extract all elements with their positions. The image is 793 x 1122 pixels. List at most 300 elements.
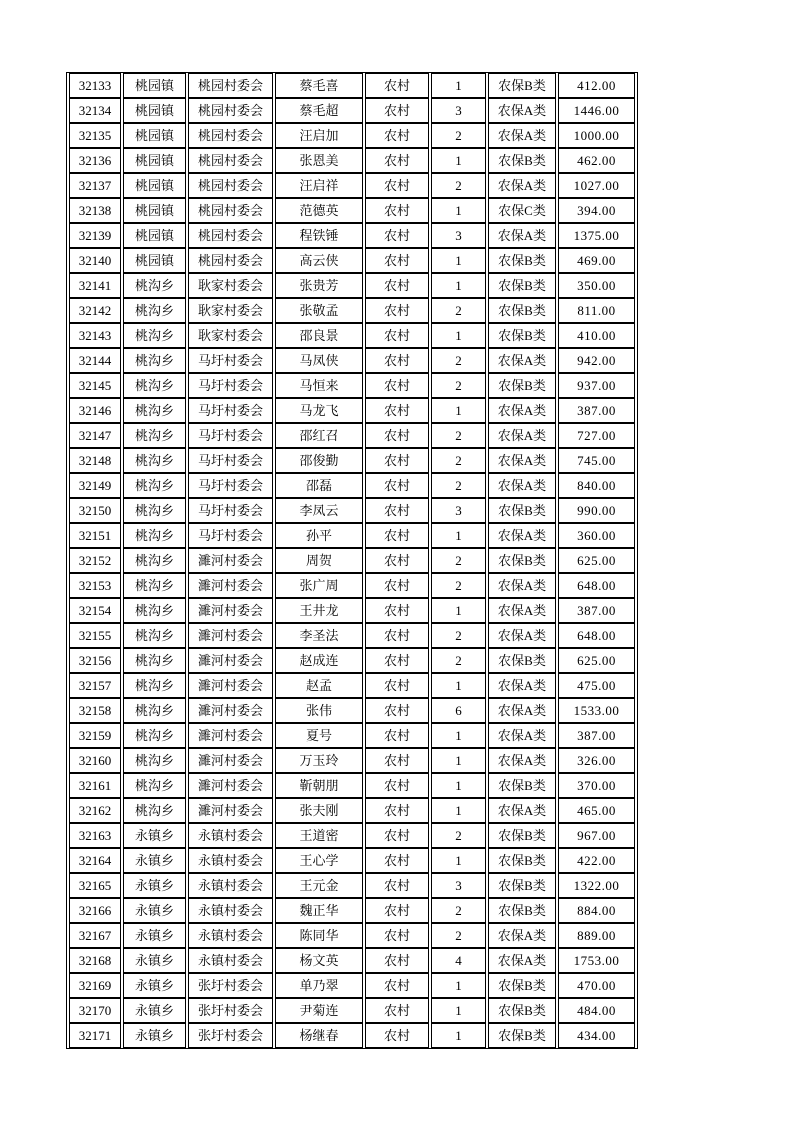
cell-town: 桃园镇: [123, 223, 186, 248]
table-row: [69, 448, 635, 473]
cell-town: 永镇乡: [123, 823, 186, 848]
cell-household-type: 农村: [365, 448, 429, 473]
cell-person-count: 4: [431, 948, 486, 973]
cell-village-committee: 马圩村委会: [188, 523, 273, 548]
cell-record-id: 32133: [69, 73, 121, 98]
table-row: [69, 148, 635, 173]
table-row: [69, 73, 635, 98]
cell-household-type: 农村: [365, 573, 429, 598]
cell-person-count: 2: [431, 823, 486, 848]
cell-person-count: 1: [431, 798, 486, 823]
cell-record-id: 32164: [69, 848, 121, 873]
cell-household-type: 农村: [365, 198, 429, 223]
cell-insurance-class: 农保B类: [488, 248, 556, 273]
table-row: [69, 773, 635, 798]
cell-person-count: 1: [431, 148, 486, 173]
table-body: [69, 73, 635, 1048]
cell-household-type: 农村: [365, 123, 429, 148]
cell-village-committee: 马圩村委会: [188, 398, 273, 423]
cell-record-id: 32160: [69, 748, 121, 773]
cell-person-count: 1: [431, 598, 486, 623]
cell-amount: 387.00: [558, 598, 635, 623]
cell-record-id: 32157: [69, 673, 121, 698]
cell-amount: 942.00: [558, 348, 635, 373]
cell-record-id: 32143: [69, 323, 121, 348]
cell-person-count: 3: [431, 873, 486, 898]
cell-record-id: 32170: [69, 998, 121, 1023]
cell-person-name: 张敬孟: [275, 298, 363, 323]
table-row: [69, 98, 635, 123]
table-row: [69, 173, 635, 198]
cell-amount: 889.00: [558, 923, 635, 948]
cell-person-name: 张恩美: [275, 148, 363, 173]
table-row: [69, 698, 635, 723]
cell-town: 桃园镇: [123, 123, 186, 148]
cell-insurance-class: 农保B类: [488, 998, 556, 1023]
cell-town: 桃沟乡: [123, 573, 186, 598]
cell-person-name: 马凤侠: [275, 348, 363, 373]
table-row: [69, 373, 635, 398]
cell-person-name: 蔡毛超: [275, 98, 363, 123]
cell-household-type: 农村: [365, 848, 429, 873]
cell-village-committee: 耿家村委会: [188, 323, 273, 348]
cell-village-committee: 濉河村委会: [188, 773, 273, 798]
cell-amount: 884.00: [558, 898, 635, 923]
cell-person-count: 2: [431, 423, 486, 448]
cell-insurance-class: 农保B类: [488, 973, 556, 998]
cell-person-count: 1: [431, 748, 486, 773]
cell-household-type: 农村: [365, 673, 429, 698]
table-row: [69, 673, 635, 698]
table-row: [69, 423, 635, 448]
cell-town: 桃沟乡: [123, 698, 186, 723]
cell-person-name: 汪启加: [275, 123, 363, 148]
cell-town: 桃园镇: [123, 198, 186, 223]
cell-person-count: 1: [431, 998, 486, 1023]
cell-person-count: 1: [431, 1023, 486, 1048]
cell-insurance-class: 农保B类: [488, 298, 556, 323]
cell-insurance-class: 农保A类: [488, 723, 556, 748]
cell-record-id: 32166: [69, 898, 121, 923]
cell-insurance-class: 农保B类: [488, 873, 556, 898]
cell-amount: 387.00: [558, 723, 635, 748]
cell-village-committee: 桃园村委会: [188, 198, 273, 223]
cell-person-count: 1: [431, 973, 486, 998]
cell-village-committee: 桃园村委会: [188, 98, 273, 123]
cell-town: 桃沟乡: [123, 798, 186, 823]
cell-person-name: 单乃翠: [275, 973, 363, 998]
cell-record-id: 32154: [69, 598, 121, 623]
table-row: [69, 648, 635, 673]
cell-insurance-class: 农保B类: [488, 498, 556, 523]
table-row: [69, 548, 635, 573]
cell-person-name: 马龙飞: [275, 398, 363, 423]
cell-insurance-class: 农保A类: [488, 173, 556, 198]
cell-household-type: 农村: [365, 223, 429, 248]
cell-town: 桃沟乡: [123, 673, 186, 698]
cell-amount: 648.00: [558, 623, 635, 648]
cell-record-id: 32161: [69, 773, 121, 798]
cell-record-id: 32163: [69, 823, 121, 848]
table-row: [69, 848, 635, 873]
cell-insurance-class: 农保B类: [488, 773, 556, 798]
cell-insurance-class: 农保A类: [488, 98, 556, 123]
cell-town: 桃沟乡: [123, 348, 186, 373]
cell-insurance-class: 农保A类: [488, 523, 556, 548]
cell-town: 桃沟乡: [123, 473, 186, 498]
cell-town: 永镇乡: [123, 923, 186, 948]
cell-person-count: 1: [431, 273, 486, 298]
cell-village-committee: 濉河村委会: [188, 748, 273, 773]
cell-person-count: 1: [431, 398, 486, 423]
cell-person-count: 1: [431, 673, 486, 698]
cell-amount: 648.00: [558, 573, 635, 598]
cell-insurance-class: 农保A类: [488, 223, 556, 248]
cell-insurance-class: 农保A类: [488, 748, 556, 773]
cell-person-name: 王井龙: [275, 598, 363, 623]
cell-household-type: 农村: [365, 923, 429, 948]
cell-household-type: 农村: [365, 648, 429, 673]
cell-household-type: 农村: [365, 273, 429, 298]
table-row: [69, 298, 635, 323]
cell-record-id: 32137: [69, 173, 121, 198]
cell-town: 桃园镇: [123, 248, 186, 273]
cell-insurance-class: 农保B类: [488, 1023, 556, 1048]
cell-record-id: 32149: [69, 473, 121, 498]
cell-town: 永镇乡: [123, 898, 186, 923]
table-row: [69, 273, 635, 298]
cell-village-committee: 张圩村委会: [188, 1023, 273, 1048]
cell-person-name: 李凤云: [275, 498, 363, 523]
cell-record-id: 32155: [69, 623, 121, 648]
cell-village-committee: 永镇村委会: [188, 923, 273, 948]
table-row: [69, 1023, 635, 1048]
cell-amount: 625.00: [558, 548, 635, 573]
cell-record-id: 32151: [69, 523, 121, 548]
cell-insurance-class: 农保A类: [488, 673, 556, 698]
cell-person-name: 夏号: [275, 723, 363, 748]
cell-household-type: 农村: [365, 948, 429, 973]
cell-household-type: 农村: [365, 1023, 429, 1048]
cell-village-committee: 桃园村委会: [188, 123, 273, 148]
cell-record-id: 32171: [69, 1023, 121, 1048]
cell-insurance-class: 农保A类: [488, 423, 556, 448]
cell-household-type: 农村: [365, 723, 429, 748]
cell-record-id: 32141: [69, 273, 121, 298]
cell-amount: 937.00: [558, 373, 635, 398]
cell-village-committee: 濉河村委会: [188, 673, 273, 698]
cell-person-count: 2: [431, 623, 486, 648]
cell-household-type: 农村: [365, 373, 429, 398]
cell-insurance-class: 农保A类: [488, 948, 556, 973]
cell-insurance-class: 农保A类: [488, 573, 556, 598]
cell-insurance-class: 农保B类: [488, 898, 556, 923]
table-row: [69, 873, 635, 898]
cell-household-type: 农村: [365, 773, 429, 798]
cell-town: 永镇乡: [123, 873, 186, 898]
cell-village-committee: 张圩村委会: [188, 998, 273, 1023]
cell-insurance-class: 农保A类: [488, 448, 556, 473]
cell-household-type: 农村: [365, 473, 429, 498]
cell-insurance-class: 农保B类: [488, 548, 556, 573]
cell-record-id: 32140: [69, 248, 121, 273]
cell-record-id: 32158: [69, 698, 121, 723]
cell-village-committee: 马圩村委会: [188, 498, 273, 523]
table-row: [69, 923, 635, 948]
cell-person-name: 张伟: [275, 698, 363, 723]
cell-household-type: 农村: [365, 398, 429, 423]
table-row: [69, 623, 635, 648]
cell-household-type: 农村: [365, 873, 429, 898]
cell-person-count: 2: [431, 573, 486, 598]
cell-town: 桃园镇: [123, 173, 186, 198]
cell-household-type: 农村: [365, 823, 429, 848]
cell-person-count: 2: [431, 923, 486, 948]
cell-amount: 434.00: [558, 1023, 635, 1048]
cell-record-id: 32144: [69, 348, 121, 373]
cell-person-name: 汪启祥: [275, 173, 363, 198]
table-row: [69, 723, 635, 748]
cell-village-committee: 濉河村委会: [188, 698, 273, 723]
cell-town: 永镇乡: [123, 848, 186, 873]
cell-village-committee: 耿家村委会: [188, 273, 273, 298]
cell-village-committee: 永镇村委会: [188, 873, 273, 898]
cell-person-count: 1: [431, 323, 486, 348]
table-row: [69, 223, 635, 248]
cell-insurance-class: 农保A类: [488, 798, 556, 823]
cell-amount: 422.00: [558, 848, 635, 873]
cell-household-type: 农村: [365, 423, 429, 448]
table-row: [69, 348, 635, 373]
table-row: [69, 998, 635, 1023]
cell-person-name: 周贺: [275, 548, 363, 573]
cell-person-name: 邵良景: [275, 323, 363, 348]
cell-town: 桃沟乡: [123, 598, 186, 623]
cell-record-id: 32156: [69, 648, 121, 673]
cell-record-id: 32147: [69, 423, 121, 448]
cell-amount: 745.00: [558, 448, 635, 473]
cell-person-count: 6: [431, 698, 486, 723]
cell-village-committee: 马圩村委会: [188, 423, 273, 448]
cell-person-name: 赵成连: [275, 648, 363, 673]
cell-village-committee: 桃园村委会: [188, 173, 273, 198]
table-row: [69, 323, 635, 348]
cell-village-committee: 濉河村委会: [188, 573, 273, 598]
cell-household-type: 农村: [365, 73, 429, 98]
cell-person-name: 范德英: [275, 198, 363, 223]
cell-record-id: 32150: [69, 498, 121, 523]
table-row: [69, 123, 635, 148]
cell-insurance-class: 农保A类: [488, 698, 556, 723]
cell-record-id: 32142: [69, 298, 121, 323]
cell-person-count: 2: [431, 348, 486, 373]
cell-town: 桃沟乡: [123, 548, 186, 573]
cell-record-id: 32148: [69, 448, 121, 473]
cell-village-committee: 桃园村委会: [188, 73, 273, 98]
table-row: [69, 598, 635, 623]
cell-person-name: 靳朝朋: [275, 773, 363, 798]
cell-amount: 727.00: [558, 423, 635, 448]
cell-amount: 469.00: [558, 248, 635, 273]
cell-record-id: 32168: [69, 948, 121, 973]
cell-person-name: 李圣法: [275, 623, 363, 648]
table-row: [69, 573, 635, 598]
cell-household-type: 农村: [365, 173, 429, 198]
cell-town: 永镇乡: [123, 973, 186, 998]
cell-person-name: 蔡毛喜: [275, 73, 363, 98]
cell-amount: 1446.00: [558, 98, 635, 123]
cell-village-committee: 马圩村委会: [188, 448, 273, 473]
cell-amount: 625.00: [558, 648, 635, 673]
cell-person-count: 3: [431, 98, 486, 123]
table-row: [69, 748, 635, 773]
cell-town: 永镇乡: [123, 948, 186, 973]
cell-town: 桃沟乡: [123, 423, 186, 448]
table-row: [69, 973, 635, 998]
cell-insurance-class: 农保A类: [488, 123, 556, 148]
table-row: [69, 823, 635, 848]
cell-person-count: 2: [431, 173, 486, 198]
table-row: [69, 523, 635, 548]
cell-person-count: 1: [431, 848, 486, 873]
cell-person-name: 张夫刚: [275, 798, 363, 823]
cell-town: 桃沟乡: [123, 748, 186, 773]
cell-record-id: 32167: [69, 923, 121, 948]
insurance-roster-table: [66, 72, 638, 1049]
cell-town: 桃沟乡: [123, 623, 186, 648]
cell-person-name: 杨文英: [275, 948, 363, 973]
cell-town: 桃沟乡: [123, 723, 186, 748]
cell-village-committee: 马圩村委会: [188, 348, 273, 373]
cell-person-count: 1: [431, 523, 486, 548]
cell-amount: 811.00: [558, 298, 635, 323]
cell-insurance-class: 农保B类: [488, 848, 556, 873]
cell-village-committee: 耿家村委会: [188, 298, 273, 323]
cell-insurance-class: 农保A类: [488, 348, 556, 373]
cell-person-count: 2: [431, 123, 486, 148]
cell-amount: 484.00: [558, 998, 635, 1023]
cell-record-id: 32153: [69, 573, 121, 598]
cell-person-name: 王道密: [275, 823, 363, 848]
cell-insurance-class: 农保A类: [488, 923, 556, 948]
cell-household-type: 农村: [365, 623, 429, 648]
cell-household-type: 农村: [365, 148, 429, 173]
cell-household-type: 农村: [365, 348, 429, 373]
cell-amount: 1375.00: [558, 223, 635, 248]
cell-household-type: 农村: [365, 498, 429, 523]
cell-person-count: 2: [431, 448, 486, 473]
cell-record-id: 32145: [69, 373, 121, 398]
cell-amount: 967.00: [558, 823, 635, 848]
cell-insurance-class: 农保B类: [488, 648, 556, 673]
cell-town: 桃沟乡: [123, 448, 186, 473]
cell-record-id: 32139: [69, 223, 121, 248]
cell-town: 桃沟乡: [123, 398, 186, 423]
cell-town: 永镇乡: [123, 1023, 186, 1048]
cell-insurance-class: 农保A类: [488, 398, 556, 423]
cell-person-name: 邵磊: [275, 473, 363, 498]
cell-town: 桃沟乡: [123, 648, 186, 673]
cell-town: 桃园镇: [123, 73, 186, 98]
cell-person-name: 邵红召: [275, 423, 363, 448]
cell-household-type: 农村: [365, 298, 429, 323]
cell-household-type: 农村: [365, 98, 429, 123]
cell-town: 桃沟乡: [123, 523, 186, 548]
cell-village-committee: 桃园村委会: [188, 148, 273, 173]
cell-person-name: 王元金: [275, 873, 363, 898]
cell-record-id: 32138: [69, 198, 121, 223]
cell-person-name: 马恒来: [275, 373, 363, 398]
table-row: [69, 198, 635, 223]
cell-household-type: 农村: [365, 323, 429, 348]
cell-amount: 465.00: [558, 798, 635, 823]
cell-village-committee: 桃园村委会: [188, 248, 273, 273]
cell-insurance-class: 农保B类: [488, 148, 556, 173]
cell-record-id: 32169: [69, 973, 121, 998]
cell-town: 桃沟乡: [123, 498, 186, 523]
cell-person-count: 3: [431, 498, 486, 523]
cell-household-type: 农村: [365, 523, 429, 548]
cell-household-type: 农村: [365, 598, 429, 623]
cell-amount: 387.00: [558, 398, 635, 423]
cell-town: 桃沟乡: [123, 373, 186, 398]
cell-person-name: 魏正华: [275, 898, 363, 923]
cell-person-count: 1: [431, 723, 486, 748]
cell-person-name: 王心学: [275, 848, 363, 873]
cell-amount: 462.00: [558, 148, 635, 173]
cell-insurance-class: 农保A类: [488, 623, 556, 648]
cell-village-committee: 永镇村委会: [188, 948, 273, 973]
cell-village-committee: 桃园村委会: [188, 223, 273, 248]
cell-record-id: 32159: [69, 723, 121, 748]
cell-amount: 840.00: [558, 473, 635, 498]
cell-village-committee: 濉河村委会: [188, 548, 273, 573]
cell-household-type: 农村: [365, 973, 429, 998]
cell-village-committee: 濉河村委会: [188, 723, 273, 748]
cell-amount: 360.00: [558, 523, 635, 548]
cell-person-name: 邵俊勤: [275, 448, 363, 473]
cell-person-count: 2: [431, 898, 486, 923]
cell-record-id: 32152: [69, 548, 121, 573]
cell-insurance-class: 农保B类: [488, 323, 556, 348]
cell-insurance-class: 农保C类: [488, 198, 556, 223]
table-row: [69, 473, 635, 498]
cell-amount: 350.00: [558, 273, 635, 298]
cell-village-committee: 濉河村委会: [188, 598, 273, 623]
cell-village-committee: 张圩村委会: [188, 973, 273, 998]
document-page: [66, 72, 638, 1049]
cell-household-type: 农村: [365, 548, 429, 573]
cell-village-committee: 马圩村委会: [188, 373, 273, 398]
cell-amount: 326.00: [558, 748, 635, 773]
table-row: [69, 798, 635, 823]
cell-village-committee: 濉河村委会: [188, 798, 273, 823]
cell-person-name: 陈同华: [275, 923, 363, 948]
cell-town: 桃园镇: [123, 148, 186, 173]
cell-person-name: 杨继春: [275, 1023, 363, 1048]
cell-insurance-class: 农保A类: [488, 598, 556, 623]
cell-person-count: 2: [431, 473, 486, 498]
cell-insurance-class: 农保B类: [488, 823, 556, 848]
cell-village-committee: 永镇村委会: [188, 823, 273, 848]
cell-record-id: 32135: [69, 123, 121, 148]
cell-person-count: 1: [431, 248, 486, 273]
cell-person-name: 万玉玲: [275, 748, 363, 773]
cell-insurance-class: 农保B类: [488, 373, 556, 398]
table-row: [69, 898, 635, 923]
cell-person-name: 程铁锤: [275, 223, 363, 248]
cell-insurance-class: 农保B类: [488, 273, 556, 298]
